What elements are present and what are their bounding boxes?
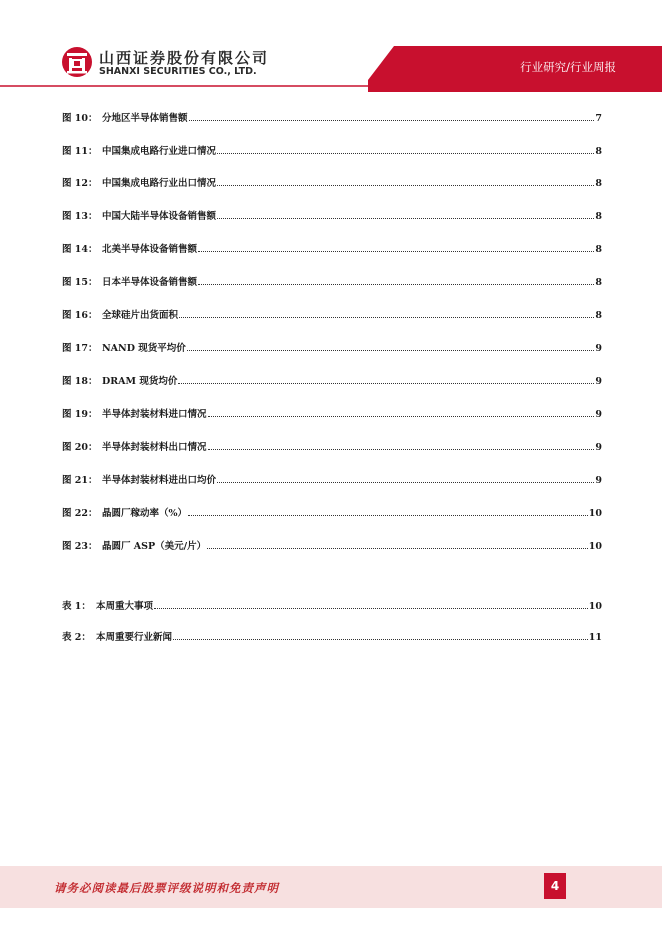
toc-entry-page: 9 <box>595 442 602 453</box>
toc-entry[interactable] <box>62 274 602 288</box>
toc-dot-leader <box>187 350 595 351</box>
toc-entry[interactable] <box>62 208 602 222</box>
toc-entry-title: 中国大陆半导体设备销售额 <box>102 211 217 222</box>
toc-entry-title: 全球硅片出货面积 <box>102 310 179 321</box>
toc-dot-leader <box>179 317 594 318</box>
toc-entry-label: 图 12： <box>62 178 98 189</box>
toc-dot-leader <box>178 383 594 384</box>
toc-entry-title: 北美半导体设备销售额 <box>102 244 198 255</box>
toc-entry-page: 11 <box>588 632 602 643</box>
toc-entry-page: 7 <box>595 113 602 124</box>
toc-entry-page: 8 <box>595 178 602 189</box>
toc-dot-leader <box>173 639 588 640</box>
toc-entry-page: 8 <box>595 244 602 255</box>
toc-entry-page: 8 <box>595 211 602 222</box>
toc-entry-label: 图 16： <box>62 310 98 321</box>
toc-dot-leader <box>208 416 595 417</box>
toc-entry[interactable] <box>62 241 602 255</box>
toc-entry-label: 图 19： <box>62 409 98 420</box>
toc-dot-leader <box>217 185 594 186</box>
toc-entry[interactable] <box>62 143 602 157</box>
toc-entry-page: 10 <box>588 541 602 552</box>
toc-entry[interactable] <box>62 340 602 354</box>
toc-dot-leader <box>208 449 595 450</box>
toc-entry-title: 中国集成电路行业进口情况 <box>102 146 217 157</box>
toc-dot-leader <box>189 120 595 121</box>
toc-entry-title: 半导体封装材料出口情况 <box>102 442 207 453</box>
toc-entry[interactable] <box>62 439 602 453</box>
toc-dot-leader <box>154 608 588 609</box>
toc-entry[interactable] <box>62 472 602 486</box>
toc-dot-leader <box>217 482 594 483</box>
toc-entry-page: 8 <box>595 277 602 288</box>
page-header <box>0 0 662 92</box>
toc-entry[interactable] <box>62 538 602 552</box>
page-number: 4 <box>544 873 566 899</box>
toc-entry-title: 中国集成电路行业出口情况 <box>102 178 217 189</box>
toc-entry-page: 9 <box>595 475 602 486</box>
toc-entry-page: 8 <box>595 310 602 321</box>
toc-entry-label: 图 15： <box>62 277 98 288</box>
company-name-cn: 山西证券股份有限公司 <box>99 49 270 67</box>
toc-entry-label: 图 21： <box>62 475 98 486</box>
toc-entry[interactable] <box>62 110 602 124</box>
toc-entry-label: 图 11： <box>62 146 98 157</box>
toc-entry-title: 本周重大事项 <box>96 601 154 612</box>
toc-entry-title: DRAM 现货均价 <box>102 376 178 387</box>
toc-entry-title: 本周重要行业新闻 <box>96 632 173 643</box>
toc-entry-page: 10 <box>588 508 602 519</box>
report-type-label: 行业研究/行业周报 <box>520 60 616 74</box>
toc-entry-title: 分地区半导体销售额 <box>102 113 188 124</box>
toc-dot-leader <box>198 251 594 252</box>
toc-entry-label: 图 23： <box>62 541 98 552</box>
toc-entry-title: 半导体封装材料进口情况 <box>102 409 207 420</box>
company-name-en: SHANXI SECURITIES CO., LTD. <box>99 66 257 77</box>
header-red-band <box>0 0 662 92</box>
toc-dot-leader <box>207 548 588 549</box>
toc-dot-leader <box>217 153 594 154</box>
toc-dot-leader <box>188 515 588 516</box>
toc-entry-title: 晶圆厂稼动率（%） <box>102 508 188 519</box>
toc-entry-title: 半导体封装材料进出口均价 <box>102 475 217 486</box>
toc-entry[interactable] <box>62 175 602 189</box>
toc-dot-leader <box>217 218 594 219</box>
toc-entry-title: 晶圆厂 ASP（美元/片） <box>102 541 207 552</box>
toc-entry-label: 图 14： <box>62 244 98 255</box>
toc-entry[interactable] <box>62 307 602 321</box>
toc-entry[interactable] <box>62 373 602 387</box>
disclaimer-notice: 请务必阅读最后股票评级说明和免责声明 <box>54 881 279 895</box>
toc-entry-label: 图 13： <box>62 211 98 222</box>
toc-entry-label: 图 22： <box>62 508 98 519</box>
toc-entry-page: 8 <box>595 146 602 157</box>
shanxi-securities-logo-icon <box>60 45 94 79</box>
toc-entry-label: 图 10： <box>62 113 98 124</box>
toc-dot-leader <box>198 284 594 285</box>
toc-entry[interactable] <box>62 598 602 612</box>
toc-entry[interactable] <box>62 406 602 420</box>
toc-entry[interactable] <box>62 629 602 643</box>
toc-entry[interactable] <box>62 505 602 519</box>
toc-entry-page: 9 <box>595 376 602 387</box>
toc-entry-title: NAND 现货平均价 <box>102 343 186 354</box>
toc-entry-page: 10 <box>588 601 602 612</box>
toc-entry-page: 9 <box>595 409 602 420</box>
toc-entry-label: 表 1： <box>62 601 91 612</box>
toc-entry-label: 表 2： <box>62 632 91 643</box>
toc-entry-label: 图 20： <box>62 442 98 453</box>
toc-entry-title: 日本半导体设备销售额 <box>102 277 198 288</box>
toc-entry-label: 图 18： <box>62 376 98 387</box>
toc-entry-page: 9 <box>595 343 602 354</box>
toc-entry-label: 图 17： <box>62 343 98 354</box>
